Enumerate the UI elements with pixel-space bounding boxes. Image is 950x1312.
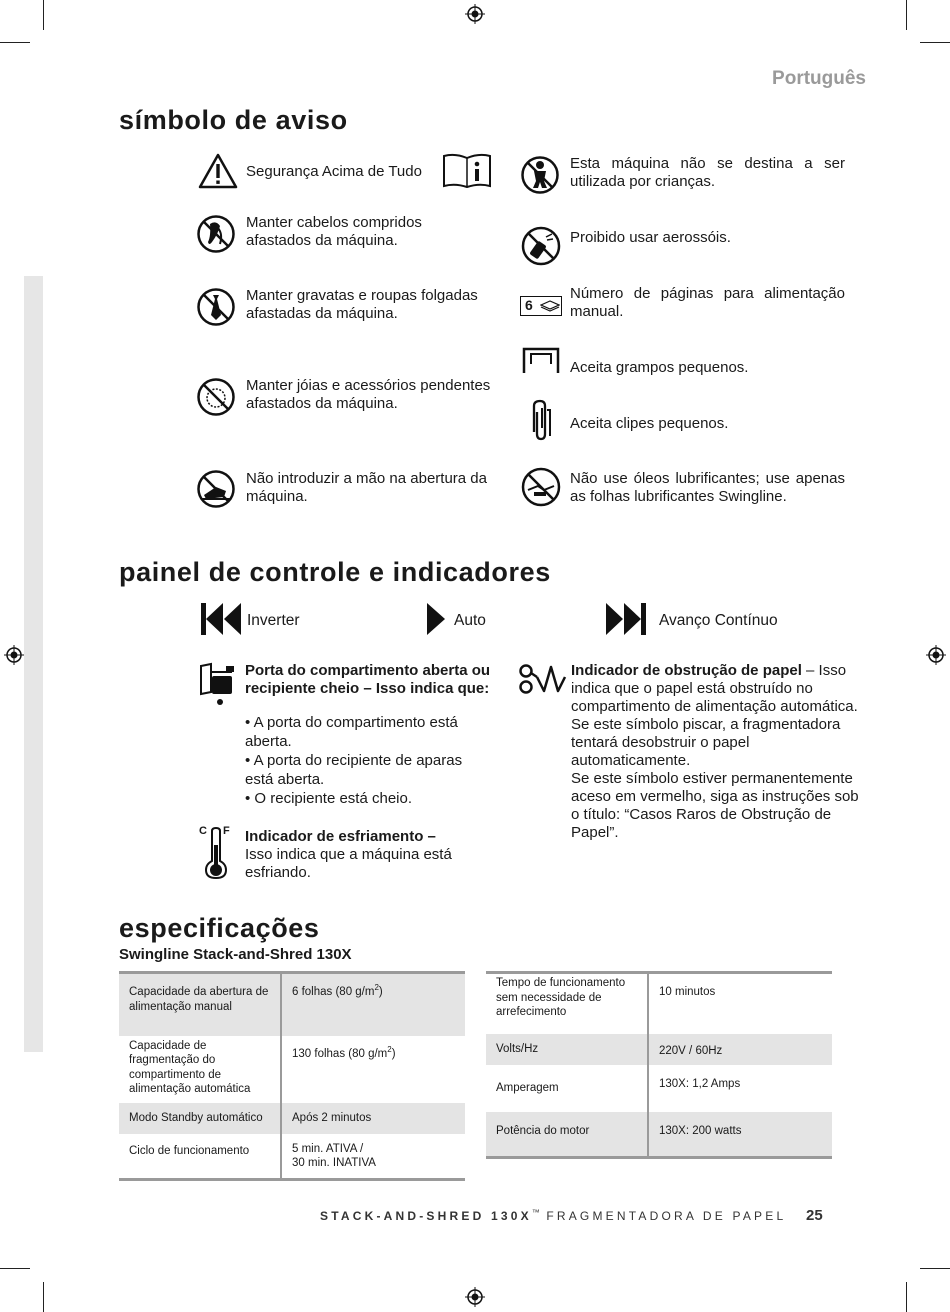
spec-value: 130X: 200 watts — [659, 1124, 742, 1137]
no-aerosols-icon — [520, 225, 562, 267]
manual-info-icon — [441, 153, 493, 189]
list-item: • A porta do recipiente de aparas está aberta. — [245, 751, 490, 789]
no-oil-icon — [520, 466, 562, 508]
warning-item-text: Aceita grampos pequenos. — [570, 359, 749, 376]
spec-value: 130 folhas (80 $g/m^2$) — [292, 1044, 396, 1060]
table-row — [119, 1134, 465, 1180]
warning-item-text: Manter gravatas e roupas folgadas afastadas da máquina. — [246, 287, 478, 322]
spec-value: 10 minutos — [659, 986, 716, 998]
table-row — [119, 1103, 465, 1134]
crop-mark — [920, 42, 950, 43]
table-row — [486, 1065, 832, 1112]
door-open-bin-full-icon — [198, 662, 238, 706]
warning-item-text: Proibido usar aerossóis. — [570, 229, 731, 246]
warning-item-text: Número de páginas para alimentação manual. — [570, 285, 845, 320]
no-children-icon — [520, 155, 560, 195]
control-section-title: painel de controle e indicadores — [119, 557, 551, 587]
warning-item-text: Segurança Acima de Tudo — [246, 163, 422, 180]
spec-table-right — [486, 971, 832, 1159]
paper-jam-icon — [517, 663, 567, 695]
spec-label: Ciclo de funcionamento — [129, 1144, 250, 1157]
spec-label: Modo Standby automático — [129, 1111, 263, 1124]
spec-value: 6 folhas (80 $g/m^2$) — [292, 983, 383, 998]
table-row — [486, 973, 832, 1034]
table-row — [119, 1036, 465, 1103]
spec-label: Potência do motor — [496, 1124, 590, 1137]
list-item: • A porta do compartimento está aberta. — [245, 713, 490, 751]
registration-mark-icon — [465, 4, 485, 24]
spec-value: 220V / 60Hz — [659, 1044, 723, 1057]
crop-mark — [0, 1268, 30, 1269]
no-ties-icon — [196, 287, 236, 327]
celsius-label: C — [199, 825, 207, 837]
crop-mark — [0, 42, 30, 43]
reverse-icon — [200, 602, 242, 636]
jam-indicator-text: Se este símbolo estiver permanentemente aceso em vermelho, siga as instruções sob o título: “Casos Raros de Obstrução de Papel”. — [571, 770, 859, 841]
jam-indicator-text: Se este símbolo piscar, a fragmentadora tentará desobstruir o papel automaticamente. — [571, 716, 841, 769]
list-item: • O recipiente está cheio. — [245, 789, 490, 808]
spec-value: 130X: 1,2 Amps — [659, 1077, 741, 1090]
spec-label: Capacidade de fragmentação do compartimento de alimentação automática — [129, 1039, 251, 1095]
page-footer — [320, 1208, 786, 1223]
warning-section-title: símbolo de aviso — [119, 105, 348, 135]
warning-item-text: Esta máquina não se destina a ser utilizada por crianças. — [570, 155, 845, 190]
warning-item-text: Não use óleos lubrificantes; use apenas as folhas lubrificantes Swingline. — [570, 470, 845, 505]
jam-indicator-text: – Isso indica que o papel está obstruído no compartimento de alimentação automática. — [571, 662, 858, 715]
spec-section-title: especificações — [119, 913, 320, 943]
spec-value: Após 2 minutos — [292, 1111, 372, 1124]
manual-feed-pages-icon — [520, 296, 562, 316]
warning-item-text: Manter cabelos compridos afastados da máquina. — [246, 214, 422, 249]
staple-icon — [521, 346, 561, 374]
warning-triangle-icon — [198, 153, 238, 189]
spec-model-subtitle: Swingline Stack-and-Shred 130X — [119, 946, 352, 963]
cooling-indicator-title: Indicador de esfriamento – — [245, 828, 436, 845]
crop-mark — [906, 1282, 907, 1312]
spec-label: Tempo de funcionamento sem necessidade de arrefecimento — [496, 977, 626, 1018]
table-row — [119, 973, 465, 1036]
spec-label: Amperagem — [496, 1081, 559, 1094]
crop-mark — [906, 0, 907, 30]
crop-mark — [43, 1282, 44, 1312]
jam-indicator-title: Indicador de obstrução de papel — [571, 662, 802, 679]
spec-table-left — [119, 971, 465, 1181]
cooling-indicator-text: Isso indica que a máquina está esfriando. — [245, 846, 452, 881]
warning-item-text: Manter jóias e acessórios pendentes afastados da máquina. — [246, 377, 491, 412]
no-hands-icon — [196, 469, 236, 509]
control-label: Auto — [454, 612, 486, 629]
table-row — [486, 1034, 832, 1065]
paper-clip-icon — [528, 398, 554, 442]
registration-mark-icon — [4, 645, 24, 665]
trademark-symbol: ™ — [531, 1208, 540, 1217]
language-label: Português — [772, 68, 866, 89]
spec-label: Capacidade da abertura de alimentação manual — [129, 986, 269, 1013]
spec-label: Volts/Hz — [496, 1042, 539, 1055]
door-indicator-title: Porta do compartimento aberta ou recipiente cheio – Isso indica que: — [245, 662, 491, 697]
side-color-strip — [24, 276, 43, 1052]
warning-item-text: Aceita clipes pequenos. — [570, 415, 729, 432]
page-number: 25 — [806, 1207, 823, 1224]
fahrenheit-label: F — [223, 825, 230, 837]
footer-product-name: STACK-AND-SHRED 130X — [320, 1209, 532, 1223]
footer-product-type: FRAGMENTADORA DE PAPEL — [539, 1209, 787, 1223]
registration-mark-icon — [465, 1287, 485, 1307]
table-row — [486, 1112, 832, 1158]
thermometer-icon — [198, 825, 234, 879]
registration-mark-icon — [926, 645, 946, 665]
page-count-badge: 6 — [525, 297, 533, 313]
door-indicator-list — [245, 713, 490, 808]
no-jewelry-icon — [196, 377, 236, 417]
auto-icon — [425, 602, 447, 636]
no-long-hair-icon — [196, 214, 236, 254]
warning-item-text: Não introduzir a mão na abertura da máquina. — [246, 470, 487, 505]
crop-mark — [43, 0, 44, 30]
continuous-forward-icon — [605, 602, 647, 636]
control-label: Avanço Contínuo — [659, 612, 778, 629]
control-label: Inverter — [247, 612, 300, 629]
crop-mark — [920, 1268, 950, 1269]
jam-indicator-description — [571, 662, 871, 842]
spec-value: 5 min. ATIVA / 30 min. INATIVA — [292, 1142, 376, 1169]
